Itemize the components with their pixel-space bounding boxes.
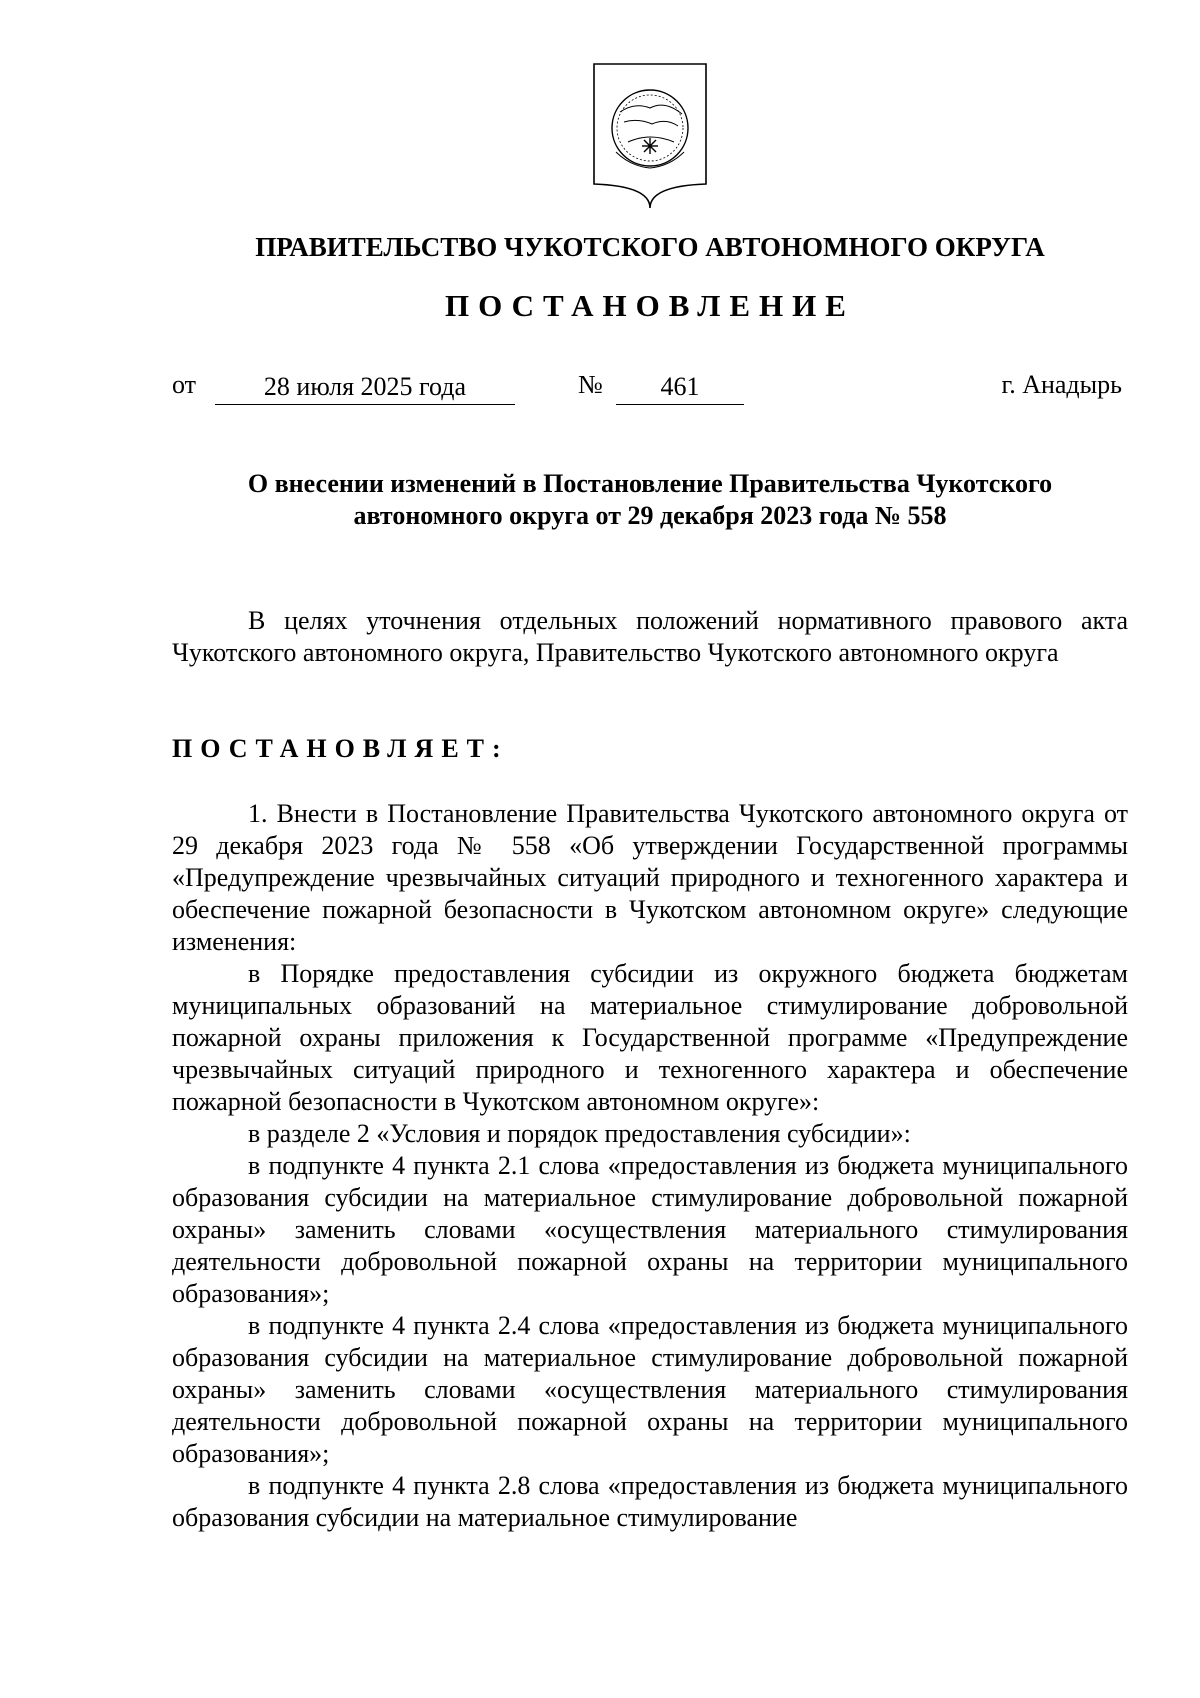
- document-title: О внесении изменений в Постановление Правительства Чукотского автономного округа от 29 декабря 2023 года № 558: [247, 469, 1053, 530]
- date-prefix: от: [172, 370, 197, 399]
- document-place: г. Анадырь: [1001, 370, 1122, 399]
- preamble: [172, 605, 1128, 669]
- paragraph: в подпункте 4 пункта 2.4 слова «предоставления из бюджета муниципального образования субсидии на материальное стимулирование добровольной пожарной охраны» заменить словами «осуществления материального стимулирования деятельности добровольной пожарной охраны на территории муниципального образования»;: [172, 1311, 1128, 1468]
- preamble-text: В целях уточнения отдельных положений нормативного правового акта Чукотского автономного округа, Правительство Чукотского автономного округа: [172, 606, 1128, 667]
- document-number: 461: [616, 370, 744, 405]
- document-body: [172, 798, 1128, 1534]
- decree-word: ПОСТАНОВЛЯЕТ:: [172, 734, 509, 763]
- paragraph: в подпункте 4 пункта 2.8 слова «предоставления из бюджета муниципального образования субсидии на материальное стимулирование: [172, 1471, 1128, 1532]
- document-type: ПОСТАНОВЛЕНИЕ: [445, 288, 855, 323]
- document-date: 28 июля 2025 года: [215, 370, 515, 405]
- paragraph: в Порядке предоставления субсидии из окружного бюджета бюджетам муниципальных образований на материальное стимулирование добровольной пожарной охраны приложения к Государственной программе «Предупреждение чрезвычайных ситуаций природного и техногенного характера и обеспечение пожарной безопасности в Чукотском автономном округе»:: [172, 959, 1128, 1116]
- coat-of-arms-icon: [590, 62, 710, 210]
- paragraph: 1. Внести в Постановление Правительства Чукотского автономного округа от 29 декабря 2023 года № 558 «Об утверждении Государственной программы «Предупреждение чрезвычайных ситуаций природного и техногенного характера и обеспечение пожарной безопасности в Чукотском автономном округе» следующие изменения:: [172, 799, 1128, 956]
- number-label: №: [578, 370, 603, 399]
- paragraph: в разделе 2 «Условия и порядок предоставления субсидии»:: [248, 1119, 911, 1148]
- paragraph: в подпункте 4 пункта 2.1 слова «предоставления из бюджета муниципального образования субсидии на материальное стимулирование добровольной пожарной охраны» заменить словами «осуществления материального стимулирования деятельности добровольной пожарной охраны на территории муниципального образования»;: [172, 1151, 1128, 1308]
- organization-name: ПРАВИТЕЛЬСТВО ЧУКОТСКОГО АВТОНОМНОГО ОКРУГА: [255, 232, 1045, 262]
